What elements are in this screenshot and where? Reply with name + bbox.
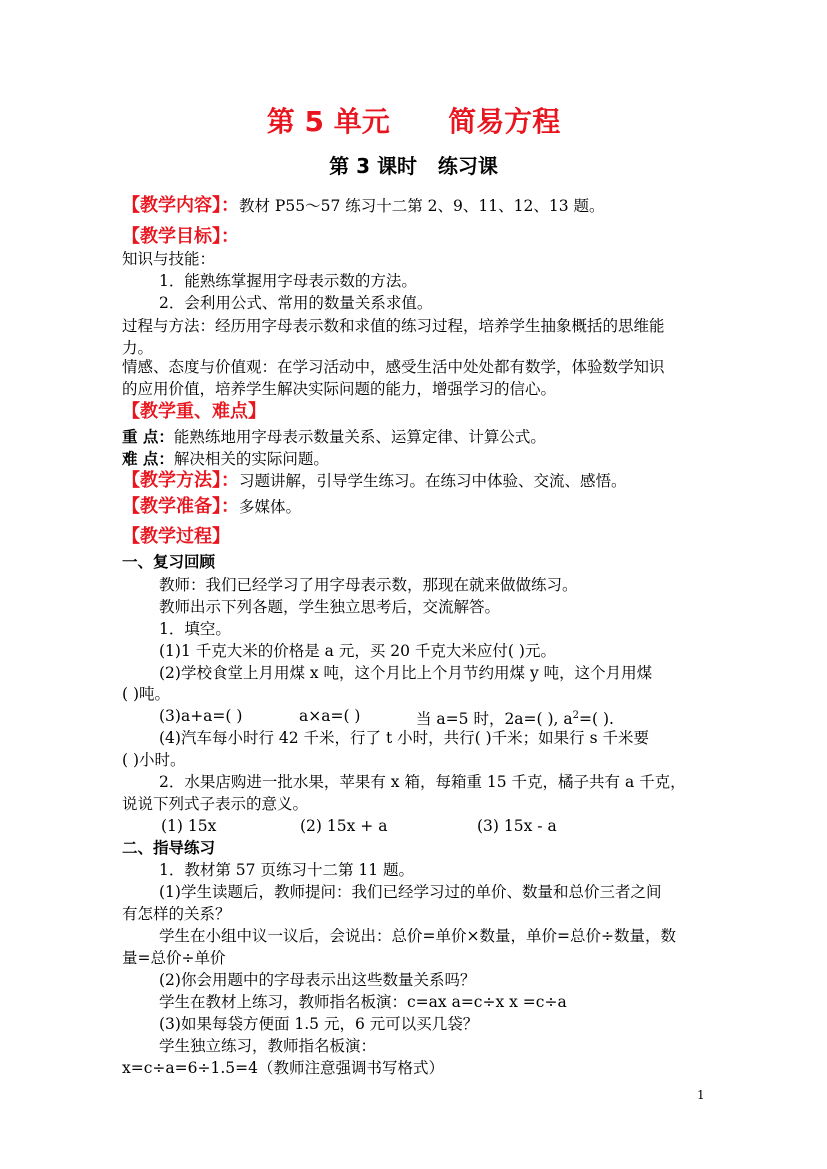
goals-line: 2．会利用公式、常用的数量关系求值。 [159, 294, 433, 312]
process-line: (3)如果每袋方便面 1.5 元，6 元可以买几袋？ [159, 1015, 479, 1033]
unit-number: 第 5 单元 [266, 105, 390, 138]
process-line: 说说下列式子表示的意义。 [122, 795, 309, 813]
process-line: ( )吨。 [122, 685, 171, 703]
fill-blank-3c-text: 当 a=5 时，2a=( ), a [416, 710, 573, 729]
goals-line: 过程与方法：经历用字母表示数和求值的练习过程，培养学生抽象概括的思维能 [122, 317, 665, 335]
method-row [122, 470, 627, 492]
process-line: 1．教材第 57 页练习十二第 11 题。 [159, 861, 415, 879]
process-line: (4)汽车每小时行 42 千米，行了 t 小时，共行( )千米；如果行 s 千米要 [159, 729, 649, 747]
method-label: 【教学方法】： [122, 470, 239, 491]
process-line: (2)学校食堂上月用煤 x 吨，这个月比上个月节约用煤 y 吨，这个月用煤 [159, 664, 653, 682]
prep-text: 多媒体。 [239, 498, 302, 516]
unit-topic: 简易方程 [448, 105, 561, 138]
prep-label: 【教学准备】： [122, 496, 239, 517]
section-heading-review: 一、复习回顾 [122, 553, 216, 571]
goals-line: 1．能熟练掌握用字母表示数的方法。 [159, 272, 417, 290]
fill-blank-3d-text: =( ). [579, 710, 614, 729]
process-line: (1)学生读题后，教师提问：我们已经学习过的单价、数量和总价三者之间 [159, 883, 662, 901]
keypoints-label: 【教学重、难点】 [122, 401, 266, 422]
goals-line: 力。 [122, 339, 154, 357]
content-label: 【教学内容】： [122, 195, 239, 216]
process-line: x=c÷a=6÷1.5=4（教师注意强调书写格式） [122, 1059, 444, 1077]
prep-row [122, 496, 301, 518]
goals-line: 的应用价值，培养学生解决实际问题的能力，增强学习的信心。 [122, 380, 557, 398]
goals-line: 知识与技能： [122, 250, 216, 268]
expression-1: (1) 15x [161, 817, 217, 835]
exponent: 2 [572, 710, 580, 721]
process-line: 学生独立练习，教师指名板演： [159, 1037, 377, 1055]
process-line: (2)你会用题中的字母表示出这些数量关系吗？ [159, 971, 476, 989]
key-point-label: 重 点： [122, 428, 174, 446]
key-point-row [122, 426, 546, 448]
expression-3: (3) 15x - a [477, 817, 557, 835]
process-line: 教师出示下列各题，学生独立思考后，交流解答。 [159, 598, 501, 616]
process-line: 1．填空。 [159, 620, 231, 638]
difficult-point-row [122, 448, 329, 470]
process-line: 有怎样的关系？ [122, 905, 231, 923]
section-heading-practice: 二、指导练习 [122, 839, 216, 857]
process-line: (1)1 千克大米的价格是 a 元，买 20 千克大米应付( )元。 [159, 642, 556, 660]
process-line: 学生在小组中议一议后，会说出：总价=单价×数量，单价=总价÷数量，数 [159, 927, 676, 945]
fill-blank-3b: a×a=( ) [299, 707, 361, 725]
expression-2: (2) 15x + a [300, 817, 388, 835]
goals-label: 【教学目标】： [122, 226, 239, 247]
difficult-point-label: 难 点： [122, 450, 174, 468]
process-line: 学生在教材上练习，教师指名板演：c=ax a=c÷x x =c÷a [159, 993, 567, 1011]
difficult-point-text: 解决相关的实际问题。 [173, 450, 329, 468]
page-number: 1 [697, 1088, 705, 1102]
fill-blank-3a: (3)a+a=( ) [159, 707, 243, 725]
process-label: 【教学过程】 [122, 526, 230, 547]
unit-title [0, 100, 827, 140]
lesson-title: 第 3 课时 练习课 [329, 154, 498, 178]
method-text: 习题讲解，引导学生练习。在练习中体验、交流、感悟。 [239, 472, 627, 490]
content-row [122, 195, 604, 217]
key-point-text: 能熟练地用字母表示数量关系、运算定律、计算公式。 [173, 428, 546, 446]
content-text: 教材 P55～57 练习十二第 2、9、11、12、13 题。 [239, 197, 605, 215]
process-line: 教师：我们已经学习了用字母表示数，那现在就来做做练习。 [159, 576, 578, 594]
process-line: 2．水果店购进一批水果，苹果有 x 箱，每箱重 15 千克，橘子共有 a 千克， [159, 773, 686, 791]
goals-line: 情感、态度与价值观：在学习活动中，感受生活中处处都有数学，体验数学知识 [122, 358, 665, 376]
process-line: 量=总价÷单价 [122, 949, 226, 967]
process-line: ( )小时。 [122, 751, 186, 769]
